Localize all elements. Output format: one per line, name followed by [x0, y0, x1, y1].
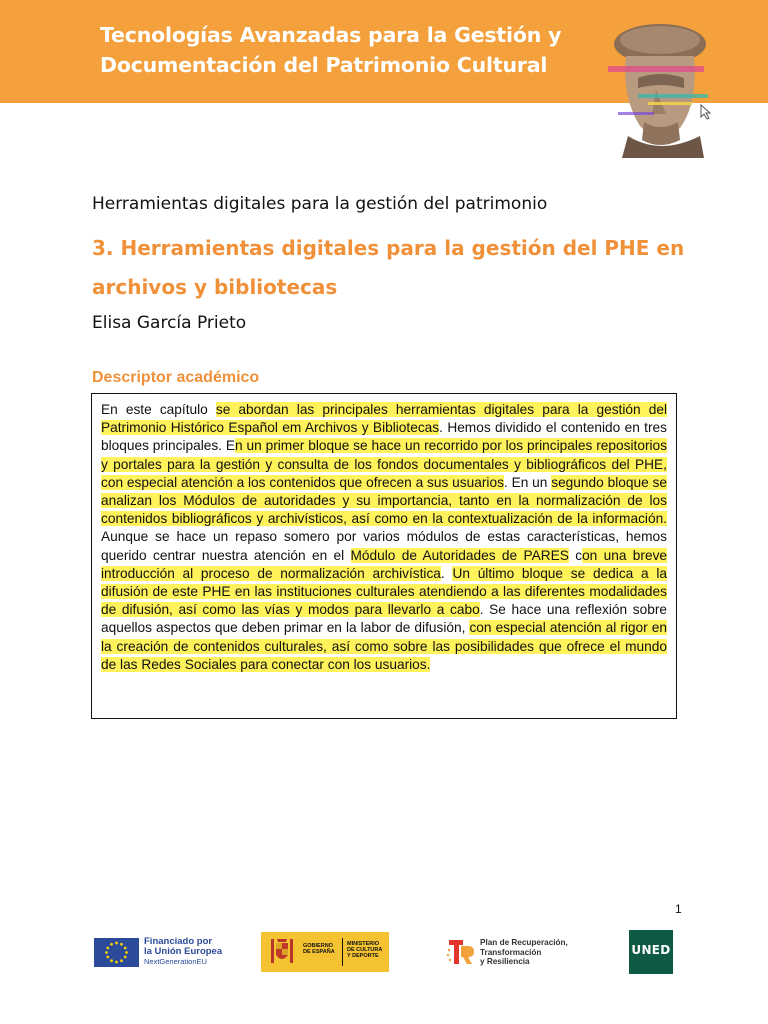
- highlighted-text: segundo bloque se analizan los Módulos de autoridades y su importancia, tanto en la normalización de los contenidos bibliográficos y archivísticos, así como en la contextualización de la información.: [101, 474, 667, 527]
- eu-logo-line3: NextGenerationEU: [144, 957, 207, 966]
- abstract-box: [91, 393, 677, 719]
- abstract-segment: Aunque se hace un repaso somero por varios módulos de estas características, hemos querido centrar nuestra atención en el: [101, 529, 667, 563]
- plan-recuperacion-icon: [446, 936, 476, 968]
- ministerio-text: MINISTERIO DE CULTURA Y DEPORTE: [347, 941, 383, 959]
- eu-flag-icon: [94, 938, 139, 967]
- descriptor-heading: Descriptor académico: [92, 369, 260, 386]
- highlighted-text: se abordan las principales herramientas digitales para la gestión del Patrimonio Histórico Español em Archivos y Bibliotecas: [101, 402, 667, 436]
- chapter-title: 3. Herramientas digitales para la gestión del PHE en archivos y bibliotecas: [92, 236, 685, 299]
- abstract-segment: . Se hace una reflexión sobre aquellos aspectos que deben primar en la labor de difusión,: [101, 602, 667, 636]
- abstract-segment: En este capítulo: [101, 402, 216, 417]
- course-title: Tecnologías Avanzadas para la Gestión y Documentación del Patrimonio Cultural: [100, 23, 562, 77]
- plan-logo-line1: Plan de Recuperación,: [480, 938, 568, 947]
- author-name: Elisa García Prieto: [92, 313, 247, 333]
- highlighted-text: on una breve introducción al proceso de normalización archivística: [101, 547, 668, 581]
- highlighted-text: Un último bloque se dedica a la difusión de este PHE en las instituciones culturales atendiendo a las diferentes modalidades de difusión, así como las vías y modos para llevarlo a cabo: [101, 565, 668, 618]
- highlighted-text: n un primer bloque se hace un recorrido por los principales repositorios y portales para la gestión y consulta de los fondos documentales y bibliográficos del PHE, con especial atención a los contenidos que ofrecen a sus usuarios: [101, 438, 667, 490]
- plan-logo-line2: Transformación: [480, 947, 542, 957]
- plan-recuperacion-logo: [446, 930, 586, 974]
- glitch-bust-icon: [608, 18, 720, 158]
- gobierno-text: GOBIERNO DE ESPAÑA: [303, 943, 335, 955]
- abstract-segment: c: [568, 547, 583, 563]
- abstract-segment: . En un: [503, 474, 552, 490]
- eu-logo-line1: Financiado por: [144, 936, 213, 947]
- abstract-segment: .: [440, 565, 453, 581]
- plan-logo-line3: y Resiliencia: [480, 957, 530, 966]
- highlighted-text: Módulo de Autoridades de PARES: [350, 547, 569, 563]
- eu-logo-line2: la Unión Europea: [144, 946, 223, 957]
- subject-title: Herramientas digitales para la gestión del patrimonio: [92, 194, 548, 214]
- header-banner: [0, 0, 768, 103]
- spain-coat-of-arms-icon: [269, 937, 295, 967]
- uned-logo-text: UNED: [631, 943, 671, 957]
- page-number: 1: [675, 902, 682, 916]
- eu-funding-logo: [94, 930, 234, 974]
- highlighted-text: con especial atención al rigor en la creación de contenidos culturales, así como sobre las posibilidades que ofrece el mundo de las Redes Sociales para conectar con los usuarios.: [101, 620, 667, 672]
- abstract-segment: . Hemos dividido el contenido en tres bloques principales. E: [101, 420, 667, 454]
- abstract-text: [101, 401, 667, 674]
- uned-logo: [629, 930, 673, 974]
- cursor-icon: [700, 104, 714, 120]
- gobierno-ministerio-logo: [261, 930, 389, 974]
